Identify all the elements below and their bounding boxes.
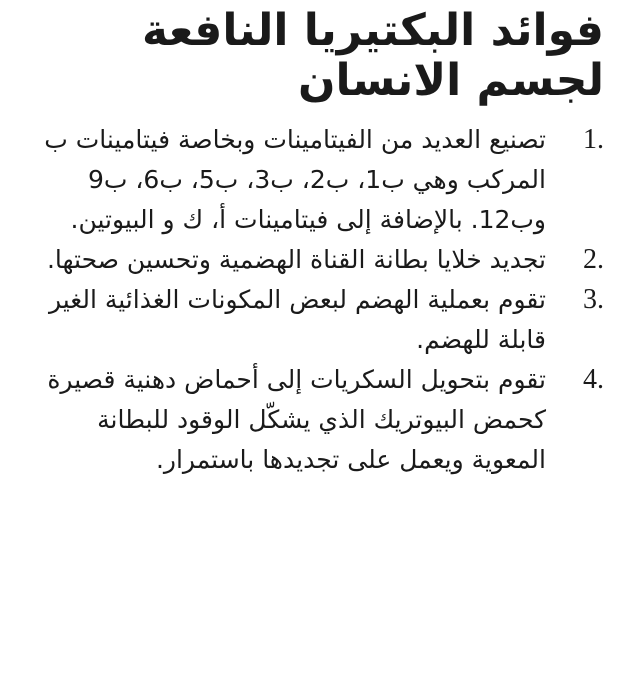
benefits-list: [40, 120, 604, 480]
list-item: [40, 360, 604, 480]
list-item: [40, 120, 604, 240]
list-item-text: تقوم بتحويل السكريات إلى أحماض دهنية قصيرة كحمض البيوتريك الذي يشكّل الوقود للبطانة المعوية ويعمل على تجديدها باستمرار.: [47, 365, 546, 474]
list-item: [40, 280, 604, 360]
list-item-text: تجديد خلايا بطانة القناة الهضمية وتحسين صحتها.: [46, 245, 546, 274]
list-item-number: 4.: [583, 364, 604, 395]
list-item-number: 3.: [583, 284, 604, 315]
list-item-text: تقوم بعملية الهضم لبعض المكونات الغذائية الغير قابلة للهضم.: [48, 285, 546, 354]
list-item-number: 2.: [583, 244, 604, 275]
list-item-number: 1.: [583, 124, 604, 155]
list-item-text: تصنيع العديد من الفيتامينات وبخاصة فيتامينات ب المركب وهي ب1، ب2، ب3، ب5، ب6، ب9 وب12. بالإضافة إلى فيتامينات أ، ك و البيوتين.: [44, 125, 546, 234]
page-title: فوائد البكتيريا النافعة لجسم الانسان: [142, 5, 604, 106]
list-item: [40, 240, 604, 280]
